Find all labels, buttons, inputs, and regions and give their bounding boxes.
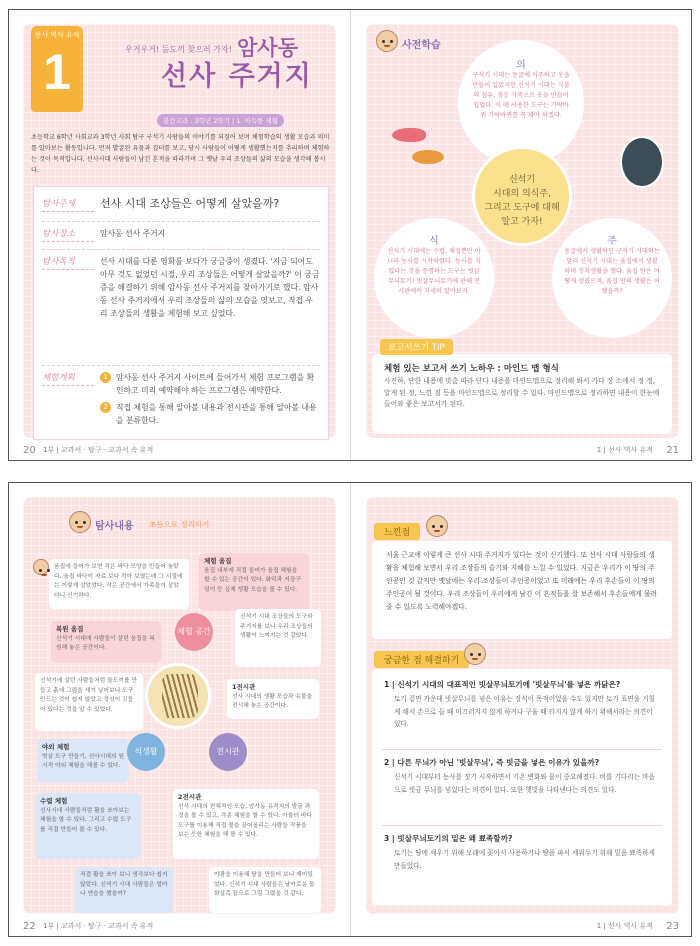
fish-image [412, 150, 444, 164]
plan-item [100, 371, 320, 397]
section-subtitle: 초등으로 정리하기 [149, 520, 210, 529]
purpose-row [42, 255, 320, 367]
plan-number: 2 [100, 402, 111, 413]
tip-box [372, 354, 672, 434]
answer-2: 신석기 시대부터 농사를 짓기 시작하면서 기온 변화와 물이 중요해졌다. 비를 기다리는 마음으로 빗금 무늬를 넣었다는 의견이 있다. 또한 햇빛을 나타낸다는 의견도 있다. [394, 773, 655, 794]
shell-image [620, 136, 664, 188]
purpose-value: 선사 시대를 다룬 영화를 보다가 궁금증이 생겼다. '지금 되어도 아무 것도 없었던 시절, 우리 조상들은 어떻게 살았을까?' 이 궁금증을 해결하기 위해 암사동 선사 주거지를 찾아가기로 했다. 암사동 선사 주거지에서 우리 조상들의 삶의 모습을 엿보고, 직접 우리 조상들의 생활을 체험해 보고 싶었다. [100, 257, 320, 318]
character-face-icon [426, 515, 448, 537]
curriculum-reference: 관련교과 : 3학년 2학기 | 1. 아득한 세월 [157, 114, 284, 127]
bubble-text: 선사 시대의 생활 모습과 유물을 전시해 놓은 공간이다. [232, 693, 313, 709]
info-box [33, 186, 329, 440]
bubble-heading: 1전시관 [232, 683, 256, 691]
page-footer: 1 | 선사 역사 유적 [596, 446, 653, 454]
comment-bubble: 직접 활을 쏘아 보니 생각보다 쉽지 않았다. 신석기 시대 사람들은 얼마나 연습을 했을까? [75, 867, 173, 913]
bubble-text: 신석기 시대에 사람들이 살던 움집을 복원해 놓은 공간이다. [56, 635, 155, 651]
node-exhibit: 전시관 [209, 733, 247, 771]
fish-image [392, 128, 426, 142]
bubble-heading: 야외 체험 [42, 743, 70, 751]
divider [42, 365, 320, 366]
hall1-bubble [227, 679, 319, 719]
circle-heading: 의 [516, 60, 526, 71]
divider [42, 221, 320, 222]
page-footer: 1부 | 교과서 · 탐구 · 교과서 속 유적 [43, 446, 154, 454]
tip-label: 보고서쓰기 TIP [380, 339, 453, 355]
feeling-label: 느낀점 [374, 523, 420, 540]
tip-heading: 체험 있는 보고서 쓰기 노하우 : 마인드 맵 형식 [384, 364, 559, 374]
circle-text: 동굴에서 생활하던 구석기 시대와는 달리 신석기 시대는 움집에서 생활하며 정착생활을 했다. 움집 안은 어떻게 생겼으며, 움집 안의 생활은 어땠을까? [564, 248, 660, 295]
hall2-bubble [173, 789, 319, 859]
page-20 [9, 10, 351, 460]
page-21 [352, 10, 692, 460]
right-circle [552, 218, 672, 338]
answer-3: 토기는 땅에 세우기 위해 모래에 꽂아서 사용하거나 땅을 파서 세워두기 위해 밑을 뾰족하게 만들었다. [394, 849, 655, 870]
question-1: 1 | 신석기 시대의 대표적인 빗살무늬토기에 '빗살무늬'를 넣은 까닭은? [384, 680, 621, 689]
plan-item [100, 401, 320, 427]
character-face-icon [33, 559, 49, 575]
bubble-heading: 체험 움집 [204, 557, 232, 565]
qa-label: 궁금한 점 해결하기 [374, 651, 469, 668]
badge-category: 선사 역사 유적 [34, 31, 80, 39]
circle-text: 구석기 시대는 동굴에 거주하고 옷을 만들어 입었지만 신석기 시대는 식물의 섬유, 짐승 가죽으로 옷을 만들어 입었다. 이 때 사용한 도구는 가락바퀴 가락바퀴를 꼭 봐야 하겠다. [472, 72, 570, 119]
plan-text: 직접 체험을 통해 알아볼 내용과 전시관을 통해 알아볼 내용을 분류한다. [116, 403, 317, 425]
page-22 [9, 483, 351, 936]
theme-value: 선사 시대 조상들은 어떻게 살았을까? [100, 197, 280, 210]
intro-paragraph: 초등학교 6학년 사회교과 3학년 사회 탐구 구석기 사람들의 이야기를 되짚어 보며 체험학습의 생활 모습과 의미를 알아보는 활동입니다. 먼저 발굴된 유물과 집터를 보고, 당시 사람들이 어떻게 생활했는지를 추리하며 체험하는 것이 목적입니다. 선사시대 사람들이 남긴 흔적을 따라가며 그 옛날 우리 조상들의 삶의 모습을 생각해 봅시다. [31, 134, 330, 174]
feeling-text: 서울 근교에 이렇게 큰 선사 시대 주거지가 있다는 것이 신기했다. 또 선사 시대 사람들의 생활을 체험해 보면서 우리 조상들의 슬기와 지혜를 느낄 수 있었다. 지금은 우리가 이 땅의 주인공인 것 같지만 옛날에는 우리 조상들이 주인공이었고 또 미래에는 우리 후손들이 이 땅의 주인공이 될 것이다. 우리 조상들이 우리에게 남긴 이 흔적들을 잘 보존해서 후손들에게 물려 줄 수 있도록 노력해야겠다. [386, 551, 658, 611]
plan-list [100, 371, 320, 431]
center-circle [472, 146, 572, 246]
purpose-label: 탐사목적 [42, 255, 94, 270]
hub-image [145, 663, 211, 729]
page-footer: 1 | 선사 역사 유적 [596, 922, 653, 930]
bubble-text: 선사 시대의 전체적인 모습, 암사동 유적지의 발굴 과정을 볼 수 있고, 각종 체험을 할 수 있다. 아울러 바다 도구를 이용해 직접 물을 끌어올리는 사람들 작품을 보는 듯한 체험을 해 볼 수 있다. [178, 803, 313, 838]
comment-bubble: 신석기 시대 조상들의 도구와 주거지를 보니 우리 조상들의 생활이 느껴지는 것 같았다. [235, 609, 321, 667]
badge-number: 1 [43, 44, 71, 100]
answer-1: 토기 겉면 가운데 빗살무늬를 넣은 이유는 장식이 목적이었을 수도 있지만 토기 표면을 거칠게 해서 손으로 들 때 미끄러지지 않게 하거나 구울 때 터지지 않게 하기 위해서라는 의견이 있다. [394, 695, 655, 728]
theme-label: 탐사주제 [42, 197, 94, 212]
plan-text: 암사동 선사 주거지 사이트에 들어가서 체험 프로그램을 확인하고 미리 예약해야 하는 프로그램은 예약한다. [116, 373, 315, 395]
circle-heading: 식 [429, 236, 439, 247]
place-row [42, 227, 320, 247]
plan-number: 1 [100, 372, 111, 383]
plan-label: 체험계획 [42, 371, 94, 386]
question-2: 2 | 다른 무늬가 아닌 '빗살무늬', 즉 빗금을 넣은 이유가 있을까? [384, 758, 600, 767]
section-title: 탐사내용 [95, 521, 134, 532]
page-number: 20 [23, 445, 36, 456]
qa-box [372, 669, 672, 905]
bubble-text: 선사시대 사람들처럼 활을 쏘아보는 체험을 할 수 있다. 그리고 수렵 도구를 직접 만들어 볼 수 있다. [40, 807, 132, 833]
hunting-bubble [35, 793, 141, 859]
chapter-title-line1: 암사동 [237, 36, 298, 60]
page-footer: 1부 | 교과서 · 탐구 · 교과서 속 유적 [43, 922, 154, 930]
bubble-text: 움집 내부에 직접 들어가 움집 체험을 할 수 있는 공간이 있다. 화덕과 저장구덩이 등 실제 생활 모습을 볼 수 있다. [204, 567, 301, 593]
theme-row [42, 197, 320, 221]
circle-text: 신석기 시대에는 수렵, 채집뿐만 아니라 농사를 시작하였다. 농사를 지었다는 것을 증명하는 도구는 빗살무늬토기! 빗살무늬토기에 관해 전시관에서 자세히 알아보자. [387, 248, 481, 295]
top-spread [8, 9, 692, 461]
question-3: 3 | 빗살무늬토기의 밑은 왜 뾰족할까? [384, 834, 513, 843]
tip-text: 사진하, 단한 내용에 맞춤 따라 단다 내용을 마인드맵으로 정리해 봐서 가다 장 소에서 정 정, 알게 된 정, 느낀 점 등을 마인드맵으로 정리할 수 있다. 마인드맵으로 정리하면 내용이 한눈에 들어와 좋은 보고서가 된다. [384, 377, 660, 408]
comment-bubble: 움집에 들어가 보면 작은 바닥 모양을 만들어 놓았다. 움집 바닥이 자료 보다 작아 보였는데 그 시절에는 이렇게 살았었다. 작은 공간에서 가족들이 살았다니 신기하다. [49, 559, 189, 609]
node-outdoor: 석생활 [127, 733, 165, 771]
bubble-heading: 복원 움집 [56, 625, 84, 633]
chapter-title-line2: 선사 주거지 [161, 61, 313, 92]
page-23 [352, 483, 692, 936]
page-number: 23 [666, 921, 679, 932]
restored-hut-bubble [51, 621, 161, 663]
divider [42, 249, 320, 250]
comment-bubble: 신석기에 살던 사람들처럼 돌도끼를 만들고 흙에 그림을 새겨 넣어보니 도구 만드는 것이 쉽지 않았고 정성이 깃들어 있다는 것을 알 수 있었다. [35, 673, 143, 731]
experience-hut-bubble [199, 553, 309, 611]
chapter-badge [31, 26, 83, 112]
left-circle [374, 218, 494, 338]
comment-bubble: 야광을 이용해 탈을 만들어 보니 재미있었다. 신석기 시대 사람들은 날카로운 돌 화살촉 끝으로 그림 그렸을 것 같다. [209, 867, 321, 913]
bubble-text: 빗살 도구 만들기, 선사시대의 원시적 야외 체험을 해볼 수 있다. [42, 753, 125, 769]
plan-row [42, 371, 320, 437]
chapter-subtitle: 우거우거! 듬도끼 찾으러 가자! [125, 45, 232, 54]
page-number: 21 [666, 445, 679, 456]
character-face-icon [69, 511, 91, 533]
place-label: 탐사장소 [42, 227, 94, 242]
node-experience-place: 체험 공간 [175, 613, 213, 651]
section-title: 사전학습 [402, 40, 441, 51]
bottom-spread [8, 482, 692, 937]
page-number: 22 [23, 921, 36, 932]
character-face-icon [464, 643, 486, 665]
bubble-heading: 2전시관 [178, 793, 202, 801]
circle-heading: 주 [607, 236, 617, 247]
place-value: 암사동 선사 주거지 [100, 229, 166, 238]
divider [382, 825, 662, 826]
bubble-heading: 수렵 체험 [40, 797, 68, 805]
feeling-box [372, 541, 672, 639]
divider [382, 749, 662, 750]
center-text: 신석기 시대의 의식주, 그리고 도구에 대해 알고 가자! [484, 175, 560, 227]
character-face-icon [376, 30, 398, 52]
outdoor-bubble [37, 739, 129, 783]
